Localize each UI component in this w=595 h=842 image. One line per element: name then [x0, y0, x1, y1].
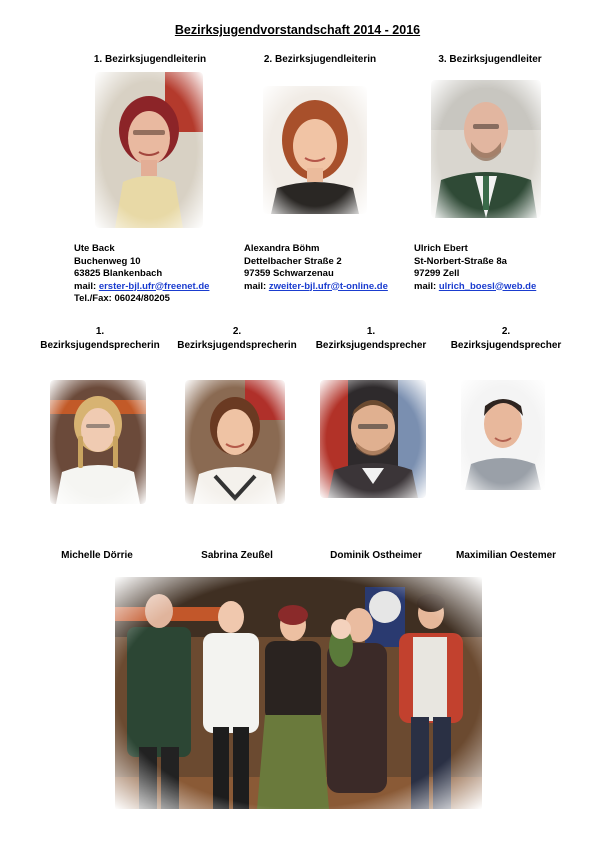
- speaker-2-number: 2.: [232, 326, 242, 337]
- leader-3-street: St-Norbert-Straße 8a: [414, 255, 507, 267]
- leader-3-name: Ulrich Ebert: [414, 243, 468, 254]
- leader-3-role: 3. Bezirksjugendleiter: [438, 54, 542, 65]
- speaker-3-role: [301, 325, 441, 353]
- leader-1-role: 1. Bezirksjugendleiterin: [93, 54, 207, 65]
- speaker-1-role: [30, 325, 170, 353]
- leader-3-address: [414, 243, 536, 293]
- speaker-2-title: Bezirksjugendsprecherin: [177, 340, 297, 351]
- leader-3-city: 97299 Zell: [414, 268, 460, 279]
- speaker-2-role: [167, 325, 307, 353]
- group-photo: [115, 577, 482, 809]
- leader-1-mail-link[interactable]: erster-bjl.ufr@freenet.de: [98, 280, 210, 292]
- leader-1-photo: [95, 72, 203, 228]
- speaker-1-title: Bezirksjugendsprecherin: [40, 340, 160, 351]
- leader-3-mail-line: [414, 281, 536, 294]
- leader-2-city: 97359 Schwarzenau: [244, 268, 334, 279]
- leader-1-phone: Tel./Fax: 06024/80205: [74, 293, 170, 304]
- leader-1-city: 63825 Blankenbach: [74, 268, 163, 279]
- speaker-4-name: Maximilian Oestemer: [456, 550, 557, 561]
- leader-2-mail-line: [244, 281, 388, 294]
- leader-2-address: [244, 243, 388, 293]
- speaker-3-number: 1.: [366, 326, 376, 337]
- leader-3-mail-label: mail:: [414, 280, 437, 292]
- speaker-4-role: [436, 325, 576, 353]
- speaker-2-photo: [185, 380, 285, 504]
- leader-2-mail-label: mail:: [244, 280, 267, 292]
- leader-1-mail-line: [74, 281, 209, 294]
- speaker-3-name: Dominik Ostheimer: [330, 550, 422, 561]
- leader-3-mail-link[interactable]: ulrich_boesl@web.de: [438, 280, 537, 292]
- leader-2-mail-link[interactable]: zweiter-bjl.ufr@t-online.de: [268, 280, 388, 292]
- speaker-3-photo: [320, 380, 426, 498]
- leader-1-name: Ute Back: [74, 243, 115, 254]
- speaker-3-title: Bezirksjugendsprecher: [315, 340, 427, 351]
- leader-1-mail-label: mail:: [74, 280, 97, 292]
- speaker-1-photo: [50, 380, 146, 504]
- speaker-1-name: Michelle Dörrie: [61, 550, 133, 561]
- speaker-4-photo: [461, 380, 545, 490]
- speaker-1-number: 1.: [95, 326, 105, 337]
- leader-3-photo: [431, 80, 541, 218]
- speaker-2-name: Sabrina Zeußel: [201, 550, 273, 561]
- page-title: Bezirksjugendvorstandschaft 2014 - 2016: [174, 23, 421, 37]
- speaker-4-number: 2.: [501, 326, 511, 337]
- leader-2-photo: [263, 86, 367, 214]
- leader-2-name: Alexandra Böhm: [244, 243, 320, 254]
- leader-2-role: 2. Bezirksjugendleiterin: [263, 54, 377, 65]
- leader-1-address: [74, 243, 209, 306]
- leader-2-street: Dettelbacher Straße 2: [244, 255, 342, 267]
- speaker-4-title: Bezirksjugendsprecher: [450, 340, 562, 351]
- leader-1-street: Buchenweg 10: [74, 255, 141, 267]
